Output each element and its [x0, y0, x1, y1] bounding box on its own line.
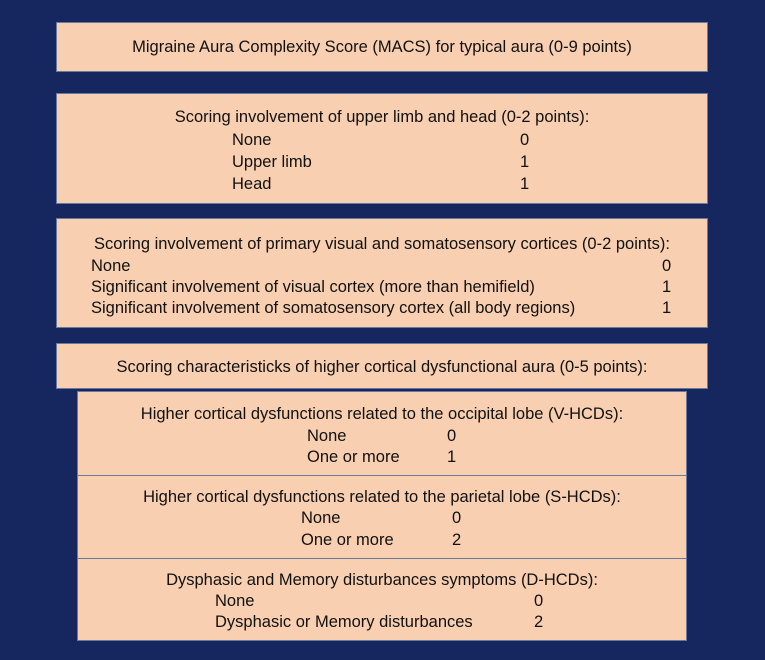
item-label: None — [232, 131, 272, 149]
upper-limb-heading: Scoring involvement of upper limb and head (0-2 points): — [174, 108, 590, 126]
item-score: 1 — [662, 299, 672, 317]
item-score: 2 — [452, 531, 462, 549]
dysphasic-box — [77, 558, 687, 641]
occipital-box — [77, 391, 687, 476]
item-score: 1 — [520, 153, 530, 171]
item-score: 1 — [520, 175, 530, 193]
item-score: 0 — [520, 131, 530, 149]
item-label: One or more — [307, 448, 400, 466]
item-label: Head — [232, 175, 272, 193]
occipital-heading: Higher cortical dysfunctions related to the occipital lobe (V-HCDs): — [140, 405, 624, 423]
item-label: None — [307, 427, 347, 445]
page-title: Migraine Aura Complexity Score (MACS) for typical aura (0-9 points) — [132, 38, 632, 56]
higher-cortical-heading: Scoring characteristicks of higher cortical dysfunctional aura (0-5 points): — [116, 358, 648, 376]
item-label: One or more — [301, 531, 394, 549]
item-score: 0 — [447, 427, 457, 445]
item-score: 0 — [452, 509, 462, 527]
cortices-box — [56, 218, 708, 328]
dysphasic-heading: Dysphasic and Memory disturbances symptoms (D-HCDs): — [166, 571, 598, 589]
item-score: 0 — [534, 592, 544, 610]
item-label: Significant involvement of somatosensory cortex (all body regions) — [91, 299, 576, 317]
higher-cortical-box — [56, 343, 708, 389]
parietal-box — [77, 475, 687, 559]
title-box — [56, 22, 708, 72]
item-label: None — [215, 592, 255, 610]
parietal-heading: Higher cortical dysfunctions related to the parietal lobe (S-HCDs): — [143, 488, 621, 506]
item-score: 1 — [662, 278, 672, 296]
item-label: None — [91, 257, 131, 275]
item-label: Upper limb — [232, 153, 312, 171]
item-label: Significant involvement of visual cortex (more than hemifield) — [91, 278, 535, 296]
cortices-heading: Scoring involvement of primary visual and somatosensory cortices (0-2 points): — [94, 235, 670, 253]
item-score: 1 — [447, 448, 457, 466]
item-label: None — [301, 509, 341, 527]
item-score: 0 — [662, 257, 672, 275]
upper-limb-head-box — [56, 93, 708, 204]
item-score: 2 — [534, 613, 544, 631]
item-label: Dysphasic or Memory disturbances — [215, 613, 473, 631]
